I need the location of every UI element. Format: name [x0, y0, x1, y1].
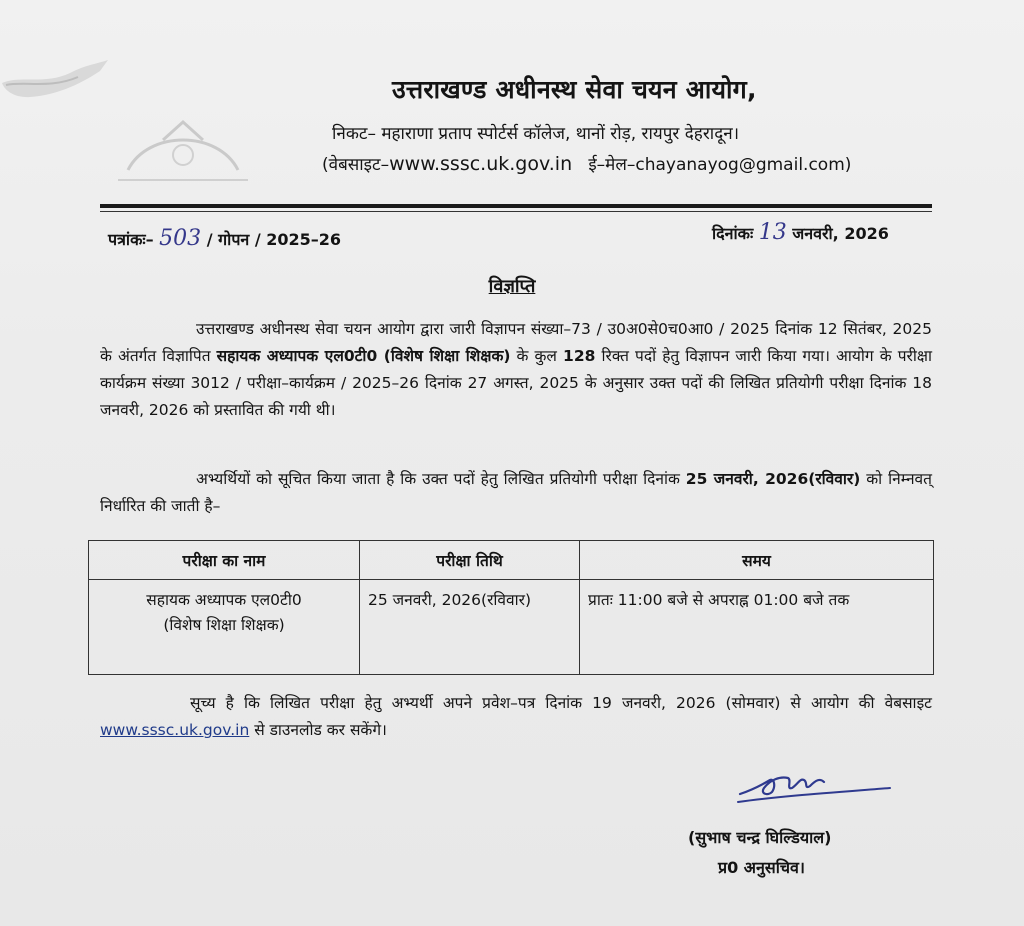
header-exam-time: समय	[580, 541, 934, 580]
commission-address: निकट– महाराणा प्रताप स्पोर्टर्स कॉलेज, थानों रोड़, रायपुर देहरादून।	[332, 124, 740, 144]
letter-date	[712, 220, 889, 245]
exam-schedule-table	[88, 540, 934, 675]
handwritten-signature	[730, 764, 900, 814]
commission-title: उत्तराखण्ड अधीनस्थ सेवा चयन आयोग,	[392, 75, 757, 104]
cell-exam-name	[89, 580, 360, 675]
paper-fold-smudge	[0, 55, 110, 115]
paragraph2-text-b: को निम्नवत् निर्धारित की जाती है–	[100, 470, 933, 515]
paragraph-advertisement	[100, 316, 932, 424]
table-row	[89, 580, 934, 675]
paragraph3-text-a: सूच्य है कि लिखित परीक्षा हेतु अभ्यर्थी अपने प्रवेश–पत्र दिनांक 19 जनवरी, 2026 (सोमवार) से आयोग की वेबसाइट	[190, 694, 932, 712]
commission-contact	[322, 152, 942, 175]
header-exam-name: परीक्षा का नाम	[89, 541, 360, 580]
date-rest: जनवरी, 2026	[792, 224, 889, 243]
header-divider-thin	[100, 211, 932, 212]
table-header-row	[89, 541, 934, 580]
signatory-designation: प्र0 अनुसचिव।	[718, 858, 805, 877]
faded-seal-emblem	[108, 110, 258, 190]
header-exam-date: परीक्षा तिथि	[360, 541, 580, 580]
reference-number: 503	[159, 226, 202, 251]
email-label: ई–मेल–	[588, 155, 636, 175]
paragraph1-post-name: सहायक अध्यापक एल0टी0 (विशेष शिक्षा शिक्षक)	[216, 347, 511, 365]
letter-reference	[108, 226, 341, 251]
date-label: दिनांकः	[712, 224, 754, 243]
signatory-name: (सुभाष चन्द्र घिल्डियाल)	[688, 828, 832, 847]
website-label: (वेबसाइट–	[322, 155, 390, 175]
paragraph3-text-b: से डाउनलोड कर सकेंगे।	[249, 721, 387, 739]
website-text: www.sssc.uk.gov.in	[389, 153, 573, 175]
paragraph1-text-b: के कुल	[510, 347, 564, 365]
notice-heading	[0, 274, 1024, 298]
paragraph2-text-a: अभ्यर्थियों को सूचित किया जाता है कि उक्त पदों हेतु लिखित प्रतियोगी परीक्षा दिनांक	[196, 470, 686, 488]
paragraph-admit-card	[100, 690, 932, 744]
notice-title: विज्ञप्ति	[488, 276, 536, 297]
paragraph-reschedule	[100, 466, 932, 520]
paragraph1-text-a: उत्तराखण्ड अधीनस्थ सेवा चयन आयोग द्वारा जारी विज्ञापन संख्या–73 / उ0अ0से0च0आ0 / 2025 दिनांक 12 सितंबर, 2025 के अंतर्गत विज्ञापित	[100, 320, 932, 365]
reference-rest: / गोपन / 2025–26	[206, 230, 342, 249]
reference-label: पत्रांकः–	[108, 230, 154, 249]
website-link[interactable]: www.sssc.uk.gov.in	[100, 721, 250, 739]
exam-name-line1: सहायक अध्यापक एल0टी0	[146, 591, 302, 609]
paragraph1-vacancy-count: 128	[563, 347, 596, 365]
cell-exam-time: प्रातः 11:00 बजे से अपराह्न 01:00 बजे तक	[580, 580, 934, 675]
exam-name-line2: (विशेष शिक्षा शिक्षक)	[163, 616, 285, 634]
paragraph1-text-c: रिक्त पदों हेतु विज्ञापन जारी किया गया। आयोग के परीक्षा कार्यक्रम संख्या 3012 / परीक्षा–कार्यक्रम / 2025–26 दिनांक 27 अगस्त, 2025 के अनुसार उक्त पदों की लिखित प्रतियोगी परीक्षा दिनांक 18 जनवरी, 2026 को प्रस्तावित की गयी थी।	[100, 347, 932, 419]
cell-exam-date: 25 जनवरी, 2026(रविवार)	[360, 580, 580, 675]
header-divider-thick	[100, 204, 932, 208]
paragraph2-new-date: 25 जनवरी, 2026(रविवार)	[685, 470, 861, 488]
date-day: 13	[758, 220, 787, 245]
email-text: chayanayog@gmail.com)	[635, 155, 852, 175]
